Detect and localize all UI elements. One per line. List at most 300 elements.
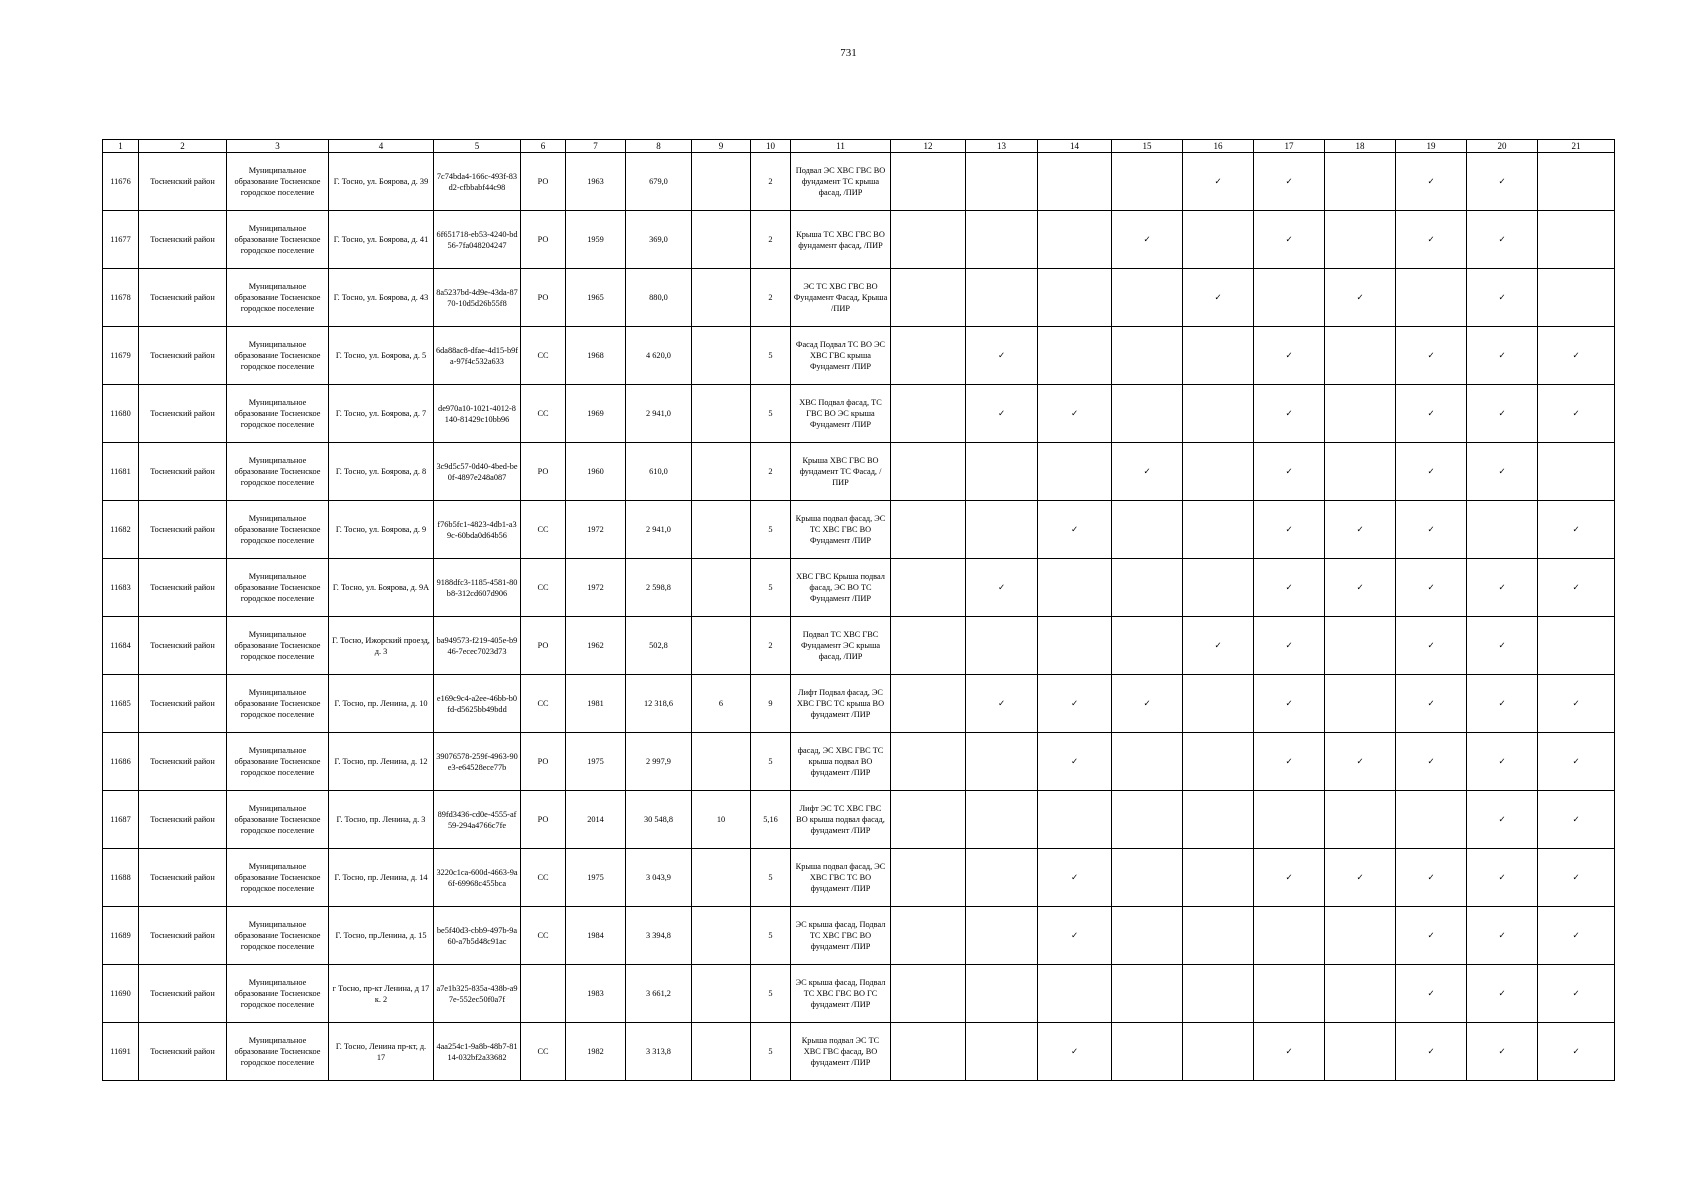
check-mark-icon: ✓ [1538,501,1615,559]
fias-guid-cell: de970a10-1021-4012-8140-81429c10bb96 [434,385,521,443]
total-area-cell: 3 661,2 [626,965,692,1023]
empty-cell [1325,965,1396,1023]
works-list-cell: Подвал ТС ХВС ГВС Фундамент ЭС крыша фасад, /ПИР [791,617,891,675]
build-year-cell: 1965 [566,269,626,327]
floors-cell: 5 [751,1023,791,1081]
floors-cell: 5,16 [751,791,791,849]
table-row [103,443,1615,501]
district-cell: Тосненский район [139,211,227,269]
address-cell: Г. Тосно, пр. Ленина, д. 3 [329,791,434,849]
check-mark-icon: ✓ [1038,907,1112,965]
lift-count-cell [692,385,751,443]
build-year-cell: 1972 [566,501,626,559]
empty-cell [966,443,1038,501]
table-row [103,675,1615,733]
building-type-cell: СС [521,1023,566,1081]
address-cell: г Тосно, пр-кт Ленина, д 17 к. 2 [329,965,434,1023]
address-cell: Г. Тосно, ул. Боярова, д. 41 [329,211,434,269]
check-mark-icon: ✓ [1467,965,1538,1023]
column-number-2: 2 [139,140,227,153]
lift-count-cell: 10 [692,791,751,849]
address-cell: Г. Тосно, Ижорский проезд, д. 3 [329,617,434,675]
district-cell: Тосненский район [139,907,227,965]
empty-cell [966,153,1038,211]
column-number-9: 9 [692,140,751,153]
empty-cell [966,211,1038,269]
empty-cell [1183,907,1254,965]
check-mark-icon: ✓ [1467,617,1538,675]
fias-guid-cell: 7c74bda4-166c-493f-83d2-cfbbabf44c98 [434,153,521,211]
build-year-cell: 1975 [566,849,626,907]
lift-count-cell [692,501,751,559]
column-number-6: 6 [521,140,566,153]
district-cell: Тосненский район [139,849,227,907]
building-type-cell [521,965,566,1023]
works-list-cell: Лифт Подвал фасад, ЭС ХВС ГВС ТС крыша ВО фундамент /ПИР [791,675,891,733]
check-mark-icon: ✓ [1396,965,1467,1023]
municipality-cell: Муниципальное образование Тосненское городское поселение [227,443,329,501]
check-mark-icon: ✓ [1254,849,1325,907]
table-row [103,791,1615,849]
municipality-cell: Муниципальное образование Тосненское городское поселение [227,617,329,675]
check-mark-icon: ✓ [1183,153,1254,211]
lift-count-cell [692,443,751,501]
address-cell: Г. Тосно, ул. Боярова, д. 7 [329,385,434,443]
empty-cell [1183,1023,1254,1081]
column-number-18: 18 [1325,140,1396,153]
empty-cell [1254,269,1325,327]
municipality-cell: Муниципальное образование Тосненское городское поселение [227,327,329,385]
building-type-cell: СС [521,327,566,385]
check-mark-icon: ✓ [1183,617,1254,675]
municipality-cell: Муниципальное образование Тосненское городское поселение [227,559,329,617]
building-type-cell: РО [521,791,566,849]
check-mark-icon: ✓ [1467,559,1538,617]
build-year-cell: 1960 [566,443,626,501]
build-year-cell: 1963 [566,153,626,211]
check-mark-icon: ✓ [1538,907,1615,965]
address-cell: Г. Тосно, пр.Ленина, д. 15 [329,907,434,965]
empty-cell [1112,733,1183,791]
table-row [103,617,1615,675]
check-mark-icon: ✓ [1467,443,1538,501]
check-mark-icon: ✓ [1467,153,1538,211]
column-number-13: 13 [966,140,1038,153]
total-area-cell: 2 941,0 [626,501,692,559]
build-year-cell: 1972 [566,559,626,617]
empty-cell [1396,791,1467,849]
floors-cell: 5 [751,501,791,559]
empty-cell [1112,269,1183,327]
works-list-cell: Крыша ТС ХВС ГВС ВО фундамент фасад, /ПИР [791,211,891,269]
empty-cell [891,907,966,965]
municipality-cell: Муниципальное образование Тосненское городское поселение [227,907,329,965]
table-body [103,153,1615,1081]
empty-cell [891,269,966,327]
empty-cell [1325,675,1396,733]
municipality-cell: Муниципальное образование Тосненское городское поселение [227,849,329,907]
check-mark-icon: ✓ [1254,559,1325,617]
building-type-cell: СС [521,559,566,617]
fias-guid-cell: e169c9c4-a2ee-46bb-b0fd-d5625bb49bdd [434,675,521,733]
check-mark-icon: ✓ [1325,849,1396,907]
record-id-cell: 11676 [103,153,139,211]
empty-cell [1183,733,1254,791]
check-mark-icon: ✓ [1396,617,1467,675]
check-mark-icon: ✓ [1112,675,1183,733]
column-number-20: 20 [1467,140,1538,153]
empty-cell [966,849,1038,907]
check-mark-icon: ✓ [1254,443,1325,501]
record-id-cell: 11689 [103,907,139,965]
column-number-8: 8 [626,140,692,153]
fias-guid-cell: ba949573-f219-405e-b946-7ecec7023d73 [434,617,521,675]
total-area-cell: 880,0 [626,269,692,327]
district-cell: Тосненский район [139,675,227,733]
empty-cell [1183,443,1254,501]
floors-cell: 5 [751,559,791,617]
empty-cell [1183,327,1254,385]
district-cell: Тосненский район [139,559,227,617]
check-mark-icon: ✓ [1254,1023,1325,1081]
check-mark-icon: ✓ [1396,153,1467,211]
works-list-cell: ХВС Подвал фасад, ТС ГВС ВО ЭС крыша Фундамент /ПИР [791,385,891,443]
empty-cell [1183,211,1254,269]
empty-cell [1112,327,1183,385]
check-mark-icon: ✓ [1538,559,1615,617]
empty-cell [1038,791,1112,849]
check-mark-icon: ✓ [1467,907,1538,965]
works-list-cell: Лифт ЭС ТС ХВС ГВС ВО крыша подвал фасад, фундамент /ПИР [791,791,891,849]
district-cell: Тосненский район [139,443,227,501]
works-list-cell: ЭС крыша фасад, Подвал ТС ХВС ГВС ВО фундамент /ПИР [791,907,891,965]
fias-guid-cell: 9188dfc3-1185-4581-80b8-312cd607d906 [434,559,521,617]
empty-cell [966,1023,1038,1081]
district-cell: Тосненский район [139,327,227,385]
empty-cell [1038,617,1112,675]
check-mark-icon: ✓ [1396,849,1467,907]
empty-cell [891,153,966,211]
empty-cell [891,617,966,675]
municipality-cell: Муниципальное образование Тосненское городское поселение [227,1023,329,1081]
table-row [103,849,1615,907]
check-mark-icon: ✓ [1254,617,1325,675]
address-cell: Г. Тосно, ул. Боярова, д. 43 [329,269,434,327]
empty-cell [891,327,966,385]
total-area-cell: 369,0 [626,211,692,269]
empty-cell [1112,1023,1183,1081]
building-type-cell: РО [521,211,566,269]
empty-cell [966,617,1038,675]
total-area-cell: 610,0 [626,443,692,501]
works-list-cell: фасад, ЭС ХВС ГВС ТС крыша подвал ВО фундамент /ПИР [791,733,891,791]
municipality-cell: Муниципальное образование Тосненское городское поселение [227,385,329,443]
fias-guid-cell: 3c9d5c57-0d40-4bed-be0f-4897e248a087 [434,443,521,501]
empty-cell [1038,269,1112,327]
record-id-cell: 11688 [103,849,139,907]
empty-cell [891,1023,966,1081]
build-year-cell: 1962 [566,617,626,675]
building-type-cell: СС [521,675,566,733]
empty-cell [1183,675,1254,733]
address-cell: Г. Тосно, пр. Ленина, д. 14 [329,849,434,907]
check-mark-icon: ✓ [1038,675,1112,733]
empty-cell [1325,211,1396,269]
lift-count-cell [692,965,751,1023]
build-year-cell: 2014 [566,791,626,849]
floors-cell: 2 [751,269,791,327]
check-mark-icon: ✓ [966,327,1038,385]
record-id-cell: 11679 [103,327,139,385]
works-list-cell: Подвал ЭС ХВС ГВС ВО фундамент ТС крыша фасад, /ПИР [791,153,891,211]
check-mark-icon: ✓ [1538,791,1615,849]
empty-cell [891,965,966,1023]
empty-cell [1112,617,1183,675]
fias-guid-cell: 3220c1ca-600d-4663-9a6f-69968c455bca [434,849,521,907]
total-area-cell: 679,0 [626,153,692,211]
check-mark-icon: ✓ [966,385,1038,443]
municipality-cell: Муниципальное образование Тосненское городское поселение [227,153,329,211]
building-type-cell: СС [521,501,566,559]
empty-cell [1325,791,1396,849]
record-id-cell: 11677 [103,211,139,269]
address-cell: Г. Тосно, ул. Боярова, д. 9А [329,559,434,617]
total-area-cell: 30 548,8 [626,791,692,849]
check-mark-icon: ✓ [1396,443,1467,501]
works-list-cell: Крыша подвал фасад, ЭС ТС ХВС ГВС ВО Фундамент /ПИР [791,501,891,559]
empty-cell [1112,153,1183,211]
record-id-cell: 11681 [103,443,139,501]
column-number-14: 14 [1038,140,1112,153]
empty-cell [1325,385,1396,443]
total-area-cell: 2 997,9 [626,733,692,791]
record-id-cell: 11684 [103,617,139,675]
record-id-cell: 11687 [103,791,139,849]
building-type-cell: РО [521,617,566,675]
empty-cell [1183,849,1254,907]
fias-guid-cell: 6da88ac8-dfae-4d15-b9fa-97f4c532a633 [434,327,521,385]
empty-cell [1112,965,1183,1023]
check-mark-icon: ✓ [1467,849,1538,907]
column-number-15: 15 [1112,140,1183,153]
empty-cell [1038,153,1112,211]
works-list-cell: Крыша подвал фасад, ЭС ХВС ГВС ТС ВО фундамент /ПИР [791,849,891,907]
municipality-cell: Муниципальное образование Тосненское городское поселение [227,211,329,269]
lift-count-cell [692,907,751,965]
lift-count-cell [692,327,751,385]
works-list-cell: ЭС ТС ХВС ГВС ВО Фундамент Фасад, Крыша /ПИР [791,269,891,327]
district-cell: Тосненский район [139,965,227,1023]
total-area-cell: 502,8 [626,617,692,675]
empty-cell [891,675,966,733]
check-mark-icon: ✓ [1325,269,1396,327]
empty-cell [1112,849,1183,907]
check-mark-icon: ✓ [1396,1023,1467,1081]
empty-cell [1112,385,1183,443]
empty-cell [1538,153,1615,211]
municipality-cell: Муниципальное образование Тосненское городское поселение [227,791,329,849]
fias-guid-cell: 4aa254c1-9a8b-48b7-8114-032bf2a33682 [434,1023,521,1081]
works-list-cell: ЭС крыша фасад, Подвал ТС ХВС ГВС ВО ГС фундамент /ПИР [791,965,891,1023]
table-row [103,501,1615,559]
check-mark-icon: ✓ [1183,269,1254,327]
check-mark-icon: ✓ [1254,675,1325,733]
lift-count-cell [692,1023,751,1081]
fias-guid-cell: 8a5237bd-4d9e-43da-8770-10d5d26b55f8 [434,269,521,327]
empty-cell [1112,907,1183,965]
empty-cell [1183,385,1254,443]
empty-cell [1538,443,1615,501]
empty-cell [1325,153,1396,211]
build-year-cell: 1982 [566,1023,626,1081]
lift-count-cell: 6 [692,675,751,733]
column-number-16: 16 [1183,140,1254,153]
record-id-cell: 11690 [103,965,139,1023]
record-id-cell: 11691 [103,1023,139,1081]
municipality-cell: Муниципальное образование Тосненское городское поселение [227,501,329,559]
table-row [103,965,1615,1023]
floors-cell: 2 [751,211,791,269]
check-mark-icon: ✓ [1112,443,1183,501]
fias-guid-cell: be5f40d3-cbb9-497b-9a60-a7b5d48c91ac [434,907,521,965]
empty-cell [966,269,1038,327]
record-id-cell: 11678 [103,269,139,327]
check-mark-icon: ✓ [1396,907,1467,965]
check-mark-icon: ✓ [1538,1023,1615,1081]
empty-cell [1112,559,1183,617]
total-area-cell: 4 620,0 [626,327,692,385]
fias-guid-cell: 39076578-259f-4963-90e3-e64528ece77b [434,733,521,791]
total-area-cell: 12 318,6 [626,675,692,733]
check-mark-icon: ✓ [1467,733,1538,791]
page-number: 731 [840,47,857,59]
build-year-cell: 1969 [566,385,626,443]
empty-cell [891,849,966,907]
lift-count-cell [692,617,751,675]
district-cell: Тосненский район [139,385,227,443]
empty-cell [966,965,1038,1023]
column-number-5: 5 [434,140,521,153]
table-row [103,385,1615,443]
table-row [103,211,1615,269]
check-mark-icon: ✓ [1538,965,1615,1023]
check-mark-icon: ✓ [1538,675,1615,733]
fias-guid-cell: f76b5fc1-4823-4db1-a39c-60bda0d64b56 [434,501,521,559]
check-mark-icon: ✓ [1038,385,1112,443]
empty-cell [1467,501,1538,559]
empty-cell [891,791,966,849]
address-cell: Г. Тосно, ул. Боярова, д. 39 [329,153,434,211]
empty-cell [891,385,966,443]
lift-count-cell [692,269,751,327]
building-type-cell: РО [521,153,566,211]
check-mark-icon: ✓ [1396,211,1467,269]
building-type-cell: РО [521,443,566,501]
check-mark-icon: ✓ [1396,559,1467,617]
floors-cell: 2 [751,617,791,675]
building-type-cell: СС [521,385,566,443]
floors-cell: 2 [751,443,791,501]
municipality-cell: Муниципальное образование Тосненское городское поселение [227,733,329,791]
empty-cell [1325,327,1396,385]
lift-count-cell [692,849,751,907]
district-cell: Тосненский район [139,791,227,849]
lift-count-cell [692,733,751,791]
column-number-11: 11 [791,140,891,153]
address-cell: Г. Тосно, Ленина пр-кт, д. 17 [329,1023,434,1081]
check-mark-icon: ✓ [1467,327,1538,385]
record-id-cell: 11683 [103,559,139,617]
check-mark-icon: ✓ [1325,733,1396,791]
building-type-cell: РО [521,269,566,327]
address-cell: Г. Тосно, ул. Боярова, д. 5 [329,327,434,385]
district-cell: Тосненский район [139,501,227,559]
empty-cell [891,733,966,791]
record-id-cell: 11680 [103,385,139,443]
floors-cell: 5 [751,733,791,791]
column-number-10: 10 [751,140,791,153]
check-mark-icon: ✓ [1038,501,1112,559]
floors-cell: 9 [751,675,791,733]
check-mark-icon: ✓ [966,675,1038,733]
building-type-cell: СС [521,907,566,965]
check-mark-icon: ✓ [1538,385,1615,443]
empty-cell [1538,211,1615,269]
check-mark-icon: ✓ [1396,385,1467,443]
check-mark-icon: ✓ [966,559,1038,617]
district-cell: Тосненский район [139,269,227,327]
empty-cell [1183,791,1254,849]
check-mark-icon: ✓ [1038,849,1112,907]
works-list-cell: Фасад Подвал ТС ВО ЭС ХВС ГВС крыша Фундамент /ПИР [791,327,891,385]
total-area-cell: 3 043,9 [626,849,692,907]
empty-cell [1038,211,1112,269]
check-mark-icon: ✓ [1396,733,1467,791]
address-cell: Г. Тосно, ул. Боярова, д. 8 [329,443,434,501]
build-year-cell: 1959 [566,211,626,269]
empty-cell [1183,501,1254,559]
address-cell: Г. Тосно, ул. Боярова, д. 9 [329,501,434,559]
check-mark-icon: ✓ [1254,211,1325,269]
floors-cell: 5 [751,907,791,965]
check-mark-icon: ✓ [1112,211,1183,269]
check-mark-icon: ✓ [1038,1023,1112,1081]
works-list-cell: Крыша подвал ЭС ТС ХВС ГВС фасад, ВО фундамент /ПИР [791,1023,891,1081]
address-cell: Г. Тосно, пр. Ленина, д. 10 [329,675,434,733]
empty-cell [1038,559,1112,617]
total-area-cell: 2 598,8 [626,559,692,617]
total-area-cell: 3 313,8 [626,1023,692,1081]
empty-cell [891,443,966,501]
check-mark-icon: ✓ [1325,559,1396,617]
district-cell: Тосненский район [139,1023,227,1081]
check-mark-icon: ✓ [1538,849,1615,907]
empty-cell [891,501,966,559]
floors-cell: 5 [751,849,791,907]
check-mark-icon: ✓ [1467,675,1538,733]
empty-cell [1038,327,1112,385]
build-year-cell: 1975 [566,733,626,791]
empty-cell [1538,269,1615,327]
build-year-cell: 1984 [566,907,626,965]
empty-cell [1112,791,1183,849]
check-mark-icon: ✓ [1396,327,1467,385]
column-number-19: 19 [1396,140,1467,153]
floors-cell: 2 [751,153,791,211]
column-number-7: 7 [566,140,626,153]
check-mark-icon: ✓ [1467,211,1538,269]
check-mark-icon: ✓ [1254,153,1325,211]
